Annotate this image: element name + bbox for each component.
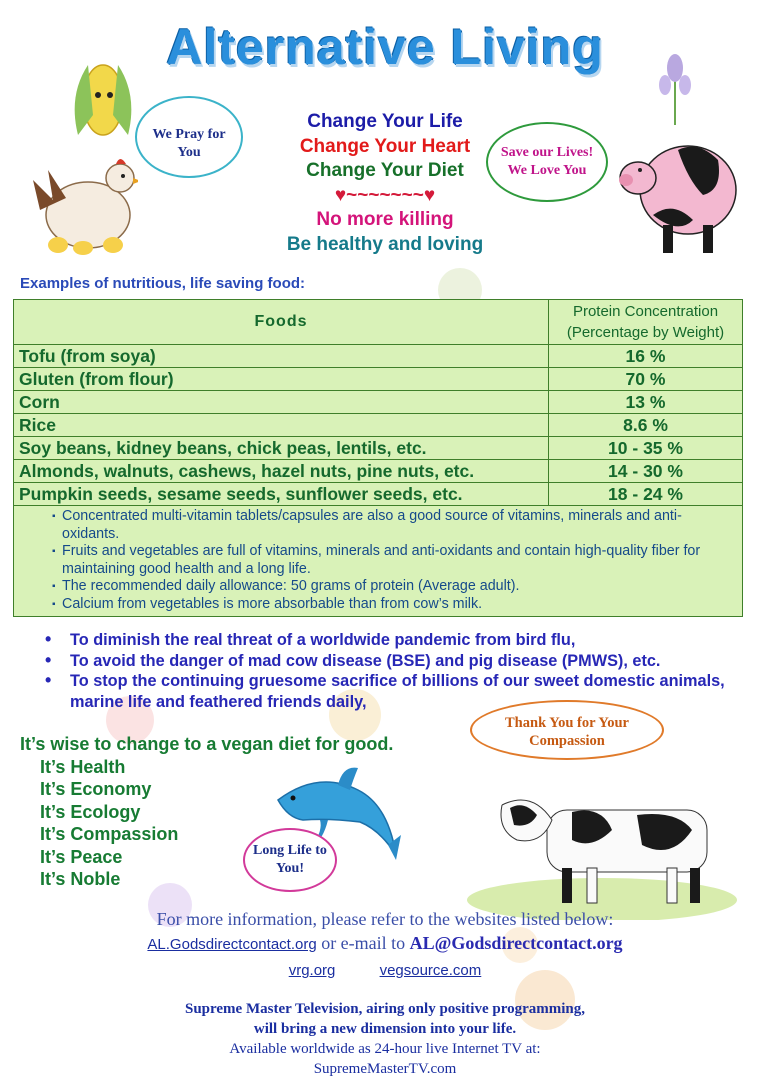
food-cell: Tofu (from soya) [14, 345, 549, 368]
value-cell: 70 % [549, 368, 743, 391]
note-item: ▪ The recommended daily allowance: 50 grams of protein (Average adult). [62, 578, 734, 596]
link-email[interactable]: AL@Godsdirectcontact.org [409, 933, 623, 953]
vegan-item: It’s Ecology [40, 801, 141, 822]
footer-contact-line [0, 933, 770, 954]
reasons-list [45, 630, 745, 712]
link-suprememastertv[interactable]: SupremeMasterTV.com [313, 1061, 457, 1077]
hen-illustration [28, 150, 138, 255]
footer-tv-block [0, 999, 770, 1079]
footer-info: For more information, please refer to the websites listed below: [156, 909, 614, 929]
vegan-item: It’s Noble [40, 869, 121, 889]
table-row [14, 483, 743, 506]
cow-bubble-text: Thank You for Your Compassion [505, 715, 629, 749]
pig-bubble-text: Save our Lives! We Love You [500, 145, 594, 178]
slogan-no-killing: No more killing [316, 209, 454, 230]
slogan-block [200, 110, 570, 257]
table-header-row [14, 300, 743, 345]
link-godsdirectcontact[interactable]: AL.Godsdirectcontact.org [147, 936, 317, 953]
value-cell: 14 - 30 % [549, 460, 743, 483]
notes-cell [14, 506, 743, 617]
hen-bubble-text: We Pray for You [152, 127, 226, 160]
link-vrg[interactable]: vrg.org [288, 962, 336, 979]
vegan-item: It’s Peace [40, 846, 123, 867]
table-row [14, 368, 743, 391]
pig-illustration [618, 120, 743, 260]
page-title: Alternative Living [166, 19, 604, 75]
note-item: ▪ Fruits and vegetables are full of vitamins, minerals and anti-oxidants and contain high-quality fiber for maintaining good health and a long life. [62, 543, 734, 578]
note-item: ▪ Concentrated multi-vitamin tablets/capsules are also a good source of vitamins, minerals and anti-oxidants. [62, 508, 734, 543]
food-cell: Rice [14, 414, 549, 437]
list-item: • To avoid the danger of mad cow disease (BSE) and pig disease (PMWS), etc. [45, 651, 745, 672]
food-cell: Almonds, walnuts, cashews, hazel nuts, pine nuts, etc. [14, 460, 549, 483]
slogan-change-life: Change Your Life [307, 111, 463, 132]
vegan-item: It’s Health [40, 756, 126, 777]
tv-line-2: will bring a new dimension into your life. [253, 1021, 517, 1037]
dolphin-speech-bubble [243, 828, 337, 892]
note-item: ▪ Calcium from vegetables is more absorbable than from cow’s milk. [62, 596, 734, 614]
vegan-headline: It’s wise to change to a vegan diet for good. [20, 734, 394, 754]
food-cell: Pumpkin seeds, sesame seeds, sunflower seeds, etc. [14, 483, 549, 506]
protein-table [13, 299, 743, 617]
col-header-foods: Foods [14, 300, 549, 345]
footer-or-email: or e-mail to [316, 933, 410, 953]
dolphin-bubble-text: Long Life to You! [253, 843, 327, 876]
slogan-change-diet: Change Your Diet [306, 160, 464, 181]
value-cell: 8.6 % [549, 414, 743, 437]
slogan-hearts: ♥~~~~~~~♥ [334, 184, 436, 206]
food-cell: Gluten (from flour) [14, 368, 549, 391]
link-vegsource[interactable]: vegsource.com [379, 962, 482, 979]
tv-line-3: Available worldwide as 24-hour live Internet TV at: [229, 1041, 541, 1057]
list-item: • To diminish the real threat of a worldwide pandemic from bird flu, [45, 630, 745, 651]
table-row [14, 460, 743, 483]
value-cell: 18 - 24 % [549, 483, 743, 506]
cow-illustration [462, 770, 737, 920]
vegan-item: It’s Compassion [40, 824, 179, 844]
list-item: • To stop the continuing gruesome sacrifice of billions of our sweet domestic animals, marine life and feathered friends daily, [45, 671, 745, 712]
section-heading: Examples of nutritious, life saving food: [20, 275, 306, 292]
food-cell: Corn [14, 391, 549, 414]
value-cell: 16 % [549, 345, 743, 368]
slogan-healthy: Be healthy and loving [286, 233, 484, 255]
col-header-protein: Protein Concentration (Percentage by Weight) [549, 300, 743, 345]
slogan-change-heart: Change Your Heart [299, 135, 471, 157]
vegan-item: It’s Economy [40, 779, 152, 799]
table-row [14, 345, 743, 368]
table-row [14, 414, 743, 437]
food-cell: Soy beans, kidney beans, chick peas, lentils, etc. [14, 437, 549, 460]
notes-row [14, 506, 743, 617]
cow-speech-bubble [470, 700, 664, 760]
table-row [14, 391, 743, 414]
value-cell: 13 % [549, 391, 743, 414]
value-cell: 10 - 35 % [549, 437, 743, 460]
table-row [14, 437, 743, 460]
footer-links [0, 962, 770, 979]
tv-line-1: Supreme Master Television, airing only positive programming, [184, 1001, 585, 1017]
